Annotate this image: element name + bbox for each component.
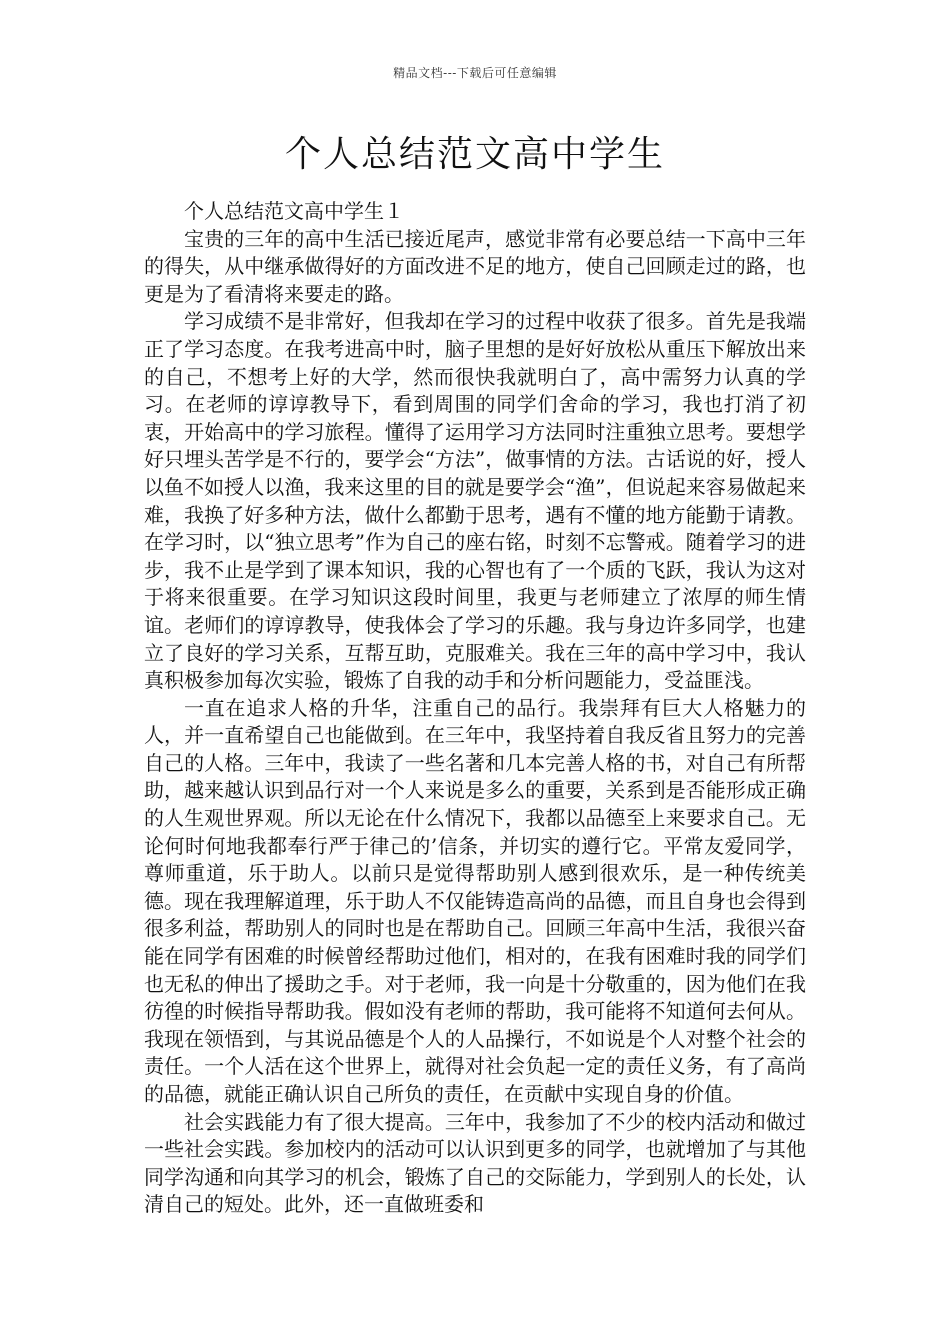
document-body (144, 198, 806, 1219)
paragraph: 学习成绩不是非常好，但我却在学习的过程中收获了很多。首先是我端正了学习态度。在我考进高中时，脑子里想的是好好放松从重压下解放出来的自己，不想考上好的大学，然而很快我就明白了，高中需努力认真的学习。在老师的谆谆教导下，看到周围的同学们舍命的学习，我也打消了初衷，开始高中的学习旅程。懂得了运用学习方法同时注重独立思考。要想学好只埋头苦学是不行的，要学会“方法”，做事情的方法。古话说的好，授人以鱼不如授人以渔，我来这里的目的就是要学会“渔”，但说起来容易做起来难，我换了好多种方法，做什么都勤于思考，遇有不懂的地方能勤于请教。在学习时，以“独立思考”作为自己的座右铭，时刻不忘警戒。随着学习的进步，我不止是学到了课本知识，我的心智也有了一个质的飞跃，我认为这对于将来很重要。在学习知识这段时间里，我更与老师建立了浓厚的师生情谊。老师们的谆谆教导，使我体会了学习的乐趣。我与身边许多同学，也建立了良好的学习关系，互帮互助，克服难关。我在三年的高中学习中，我认真积极参加每次实验，锻炼了自我的动手和分析问题能力，受益匪浅。 (144, 309, 806, 693)
paragraph: 一直在追求人格的升华，注重自己的品行。我崇拜有巨大人格魅力的人，并一直希望自己也能做到。在三年中，我坚持着自我反省且努力的完善自己的人格。三年中，我读了一些名著和几本完善人格的书，对自己有所帮助，越来越认识到品行对一个人来说是多么的重要，关系到是否能形成正确的人生观世界观。所以无论在什么情况下，我都以品德至上来要求自己。无论何时何地我都奉行严于律己的’信条，并切实的遵行它。平常友爱同学，尊师重道，乐于助人。以前只是觉得帮助别人感到很欢乐，是一种传统美德。现在我理解道理，乐于助人不仅能铸造高尚的品德，而且自身也会得到很多利益，帮助别人的同时也是在帮助自己。回顾三年高中生活，我很兴奋能在同学有困难的时候曾经帮助过他们，相对的，在我有困难时我的同学们也无私的伸出了援助之手。对于老师，我一向是十分敬重的，因为他们在我彷徨的时候指导帮助我。假如没有老师的帮助，我可能将不知道何去何从。我现在领悟到，与其说品德是个人的人品操行，不如说是个人对整个社会的责任。一个人活在这个世界上，就得对社会负起一定的责任义务，有了高尚的品德，就能正确认识自己所负的责任，在贡献中实现自身的价值。 (144, 695, 806, 1106)
paragraph: 宝贵的三年的高中生活已接近尾声，感觉非常有必要总结一下高中三年的得失，从中继承做得好的方面改进不足的地方，使自己回顾走过的路，也更是为了看清将来要走的路。 (144, 226, 806, 306)
paragraph-subtitle: 个人总结范文高中学生１ (184, 199, 404, 223)
document-title: 个人总结范文高中学生 (284, 134, 665, 175)
header-note: 精品文档---下载后可任意编辑 (393, 66, 557, 80)
paragraph: 社会实践能力有了很大提高。三年中，我参加了不少的校内活动和做过一些社会实践。参加校内的活动可以认识到更多的同学，也就增加了与其他同学沟通和向其学习的机会，锻炼了自己的交际能力，学到别人的长处，认清自己的短处。此外，还一直做班委和 (144, 1109, 806, 1217)
